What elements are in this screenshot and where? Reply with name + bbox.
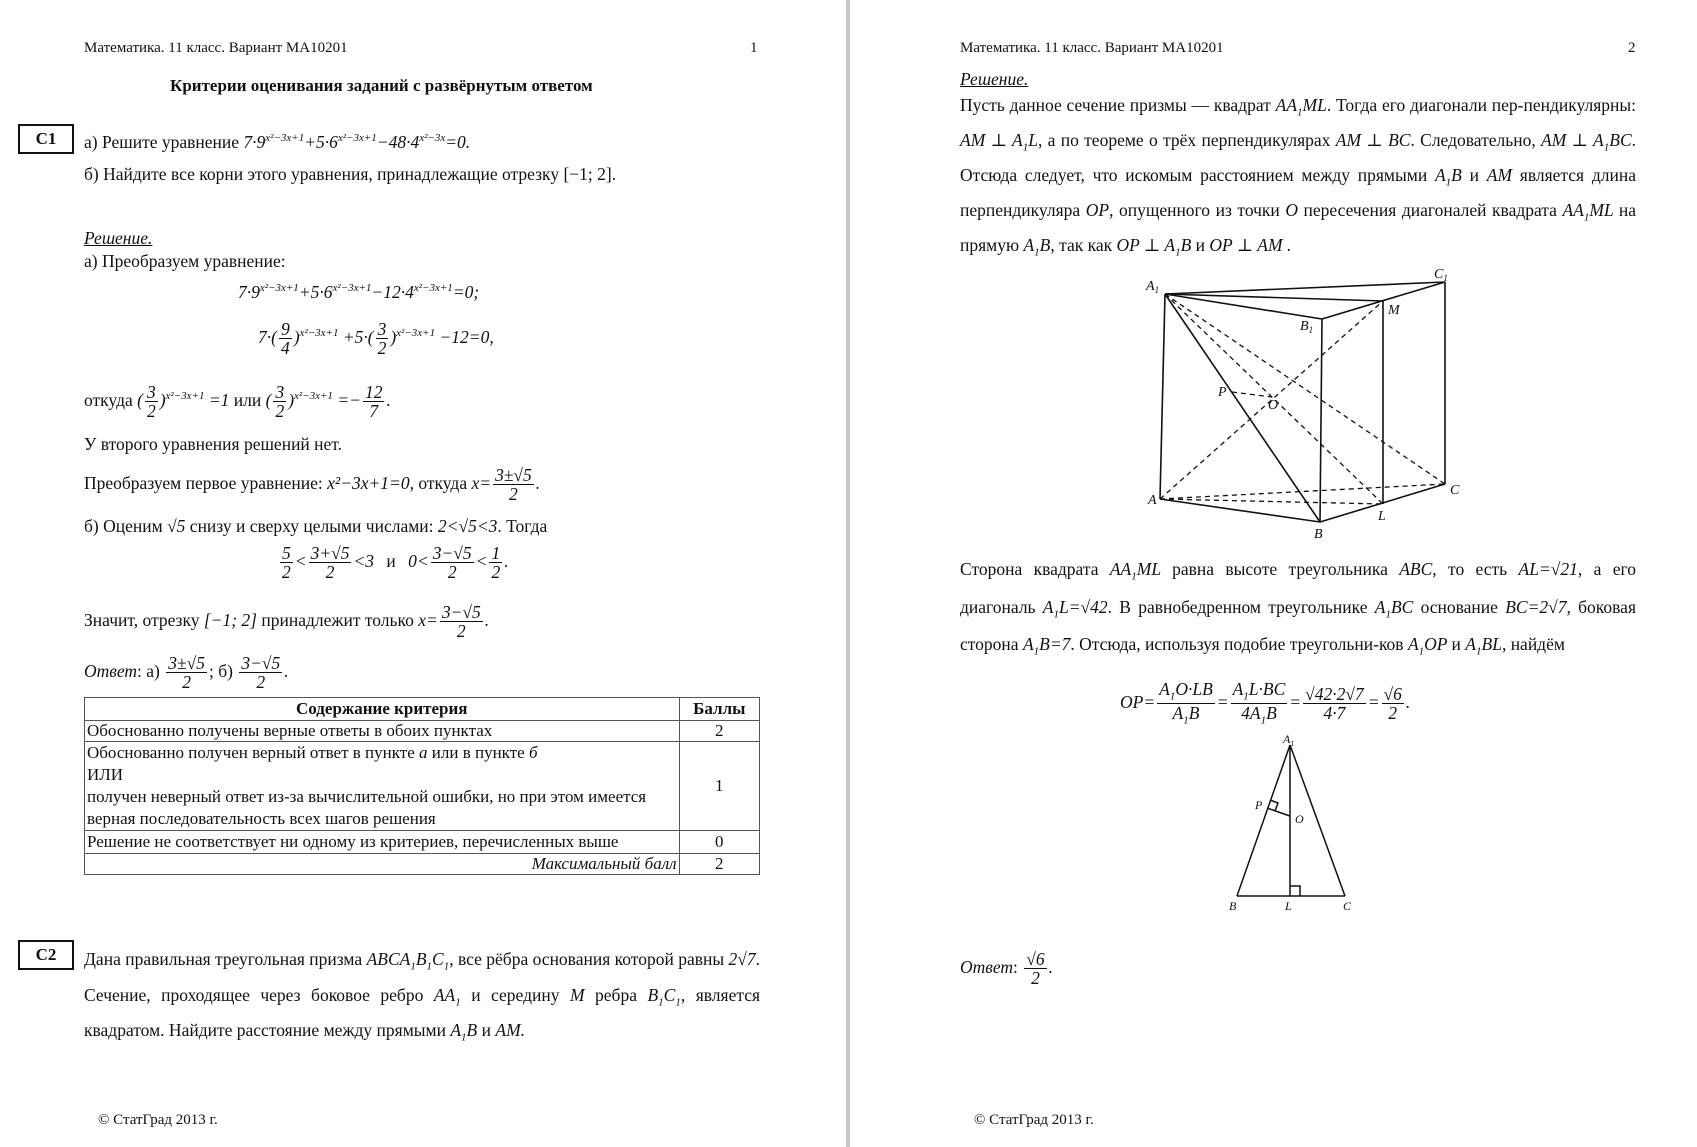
sol-text: равна высоте треугольника [1172, 559, 1388, 579]
c1-answer-line: Ответ: а) $\frac{3\pm√5}{2}$ ; б) $\frac{3-√5}{2}$ . [84, 653, 289, 693]
tri-right-angle-l [1290, 886, 1300, 896]
sol-text: . Следовательно, [1410, 130, 1536, 150]
c1-eq2: 7·( $\frac{9}{4}$ )$^{x^2-3x+1}$ +5·( $\frac{3}{2}$ )$^{x^2-3x+1}$ −12=0, [258, 319, 494, 359]
sol-text: Пусть данное сечение призмы — квадрат [960, 95, 1271, 115]
page-header: Математика. 11 класс. Вариант МА10201 [960, 40, 1224, 56]
c1-answer-label: Ответ [84, 660, 138, 681]
table-cell-score: 2 [679, 721, 759, 742]
sol-text: на прямую [960, 200, 1637, 255]
line-a1b [1165, 294, 1320, 522]
triangle-figure [1225, 733, 1360, 913]
label-m: M [1388, 303, 1400, 318]
sol-text: пересечения диагоналей квадрата [1303, 200, 1557, 220]
sol-text: , а его диагональ [960, 559, 1636, 617]
label-a: A [1148, 493, 1157, 508]
criterion-item-a: а [419, 743, 428, 762]
sol-text: и [1451, 634, 1461, 654]
tri-label-p: P [1255, 798, 1263, 812]
criterion-item-b: б [528, 743, 538, 762]
page-number: 2 [1628, 40, 1636, 56]
c2-text: ребра [595, 984, 637, 1005]
answer-label: Ответ [960, 956, 1014, 977]
c1-means-prefix: Значит, отрезку [84, 609, 200, 630]
c1-estimate-line: б) Оценим √5 снизу и сверху целыми числами: 2<√5<3. Тогда [84, 516, 548, 536]
sol-text: основание [1420, 596, 1498, 617]
solution-paragraph-1: Пусть данное сечение призмы — квадрат $AA_1ML$. Тогда его диагонали пер-пендикулярны: AM ⊥ $A_1L$, а по теореме о трёх перпендикулярах AM ⊥ BC. Следовательно, AM ⊥ $A_1BC$. Отсюда следует, что искомым расстоянием между прямыми $A_1B$ и AM является длина перпендикуляра OP, опущенного из точки O пересечения диагоналей квадрата $AA_1ML$ на прямую $A_1B$, так как OP ⊥ $A_1B$ и OP ⊥ AM . [960, 95, 1637, 259]
table-header-criterion: Содержание критерия [85, 698, 680, 721]
sol-text: . Отсюда следует, что искомым расстоянием между прямыми [960, 130, 1637, 185]
c1-step-a: а) Преобразуем уравнение: [84, 251, 286, 271]
sol-text: . В равнобедренном треугольнике [1107, 596, 1368, 617]
label-b1: $B_1$ [1300, 319, 1314, 335]
c1-means-mid: принадлежит только [261, 609, 414, 630]
page-number: 1 [750, 40, 758, 56]
answer-line: Ответ: $\frac{√6}{2}$ . [960, 949, 1054, 989]
tri-label-c: C [1343, 899, 1352, 913]
sol-text: , найдём [1501, 634, 1565, 654]
c1-and: и [386, 550, 396, 571]
c1-task-b-text: б) Найдите все корни этого уравнения, принадлежащие отрезку [84, 164, 560, 184]
edge-a1a [1160, 294, 1165, 499]
tri-label-a1: $A_1$ [1283, 732, 1295, 748]
task-c2-badge: С2 [18, 940, 74, 970]
tri-label-o: O [1295, 812, 1304, 826]
c1-whence2: , откуда [409, 472, 468, 493]
page-header: Математика. 11 класс. Вариант МА10201 [84, 40, 348, 56]
sol-text: и [1469, 165, 1479, 185]
tri-side-a1b [1237, 745, 1290, 896]
tri-segment-po [1267, 808, 1290, 816]
label-o: O [1268, 398, 1279, 413]
c2-text: Дана правильная треугольная призма [84, 949, 363, 969]
c2-text: , все рёбра основания которой равны [449, 949, 725, 969]
table-row [85, 742, 760, 831]
sol-text: , боковая сторона [960, 596, 1636, 654]
c1-whence: откуда [84, 389, 133, 410]
c1-means-line: Значит, отрезку [−1; 2] принадлежит только x= $\frac{3-√5}{2}$ . [84, 602, 490, 642]
sol-text: , то есть [1432, 559, 1508, 579]
prism-figure [1100, 264, 1460, 544]
table-cell-criterion: Решение не соответствует ни одному из критериев, перечисленных выше [85, 831, 680, 854]
sol-text: Сторона квадрата [960, 559, 1099, 579]
c1-no-solutions: У второго уравнения решений нет. [84, 434, 343, 454]
c1-task-b-interval: [−1; 2]. [563, 164, 617, 184]
c2-text: и [481, 1020, 491, 1040]
label-p: P [1218, 385, 1227, 400]
table-header-row [85, 698, 760, 721]
c2-task-text: Дана правильная треугольная призма $ABCA_1B_1C_1$, все рёбра основания которой равны 2√7. Сечение, проходящее через боковое ребро $AA_1$ и середину M ребра $B_1C_1$, является квадратом. Найдите расстояние между прямыми $A_1B$ и AM. [84, 949, 761, 1044]
c1-transform-line: Преобразуем первое уравнение: x²−3x+1=0, откуда x= $\frac{3\pm√5}{2}$ . [84, 465, 541, 505]
c1-estimate-then: . Тогда [497, 516, 548, 536]
sol-text: , а по теореме о трёх перпендикулярах [1037, 130, 1331, 150]
criteria-table [84, 697, 760, 875]
c2-text: . Сечение, проходящее через боковое ребро [84, 949, 761, 1005]
criterion-text: получен неверный ответ из-за вычислительной ошибки, но при этом имеется верная последовательность всех шагов решения [87, 787, 647, 828]
sol-text: . Отсюда, используя подобие треугольни-ков [1070, 634, 1404, 654]
table-cell-criterion: Обоснованно получены верные ответы в обоих пунктах [85, 721, 680, 742]
page-footer: © СтатГрад 2013 г. [98, 1112, 218, 1128]
c1-answer-b: ; б) [208, 660, 233, 681]
table-max-row [85, 854, 760, 875]
label-a1: $A_1$ [1146, 279, 1160, 295]
label-c1: $C_1$ [1434, 267, 1448, 283]
page-1 [0, 0, 846, 1147]
table-header-score: Баллы [679, 698, 759, 721]
label-c: C [1450, 483, 1460, 498]
task-c1-badge: С1 [18, 124, 74, 154]
tri-label-b: B [1229, 899, 1237, 913]
page-2 [850, 0, 1697, 1147]
c2-text: и середину [471, 984, 560, 1005]
c1-estimate-prefix: б) Оценим [84, 516, 163, 536]
c1-transform-text: Преобразуем первое уравнение: [84, 472, 323, 493]
line-op [1232, 392, 1272, 397]
edge-a1c1 [1165, 282, 1445, 294]
table-max-score: 2 [679, 854, 759, 875]
sol-text: , опущенного из точки [1109, 200, 1280, 220]
edge-b1b [1320, 319, 1322, 522]
c1-answer-a: : а) [137, 660, 160, 681]
c1-estimate-mid: снизу и сверху целыми числами: [189, 516, 434, 536]
sol-text: является длина перпендикуляра [960, 165, 1636, 220]
criterion-text: или в пункте [431, 743, 525, 762]
criterion-or: ИЛИ [87, 765, 124, 784]
table-cell-score: 1 [679, 742, 759, 831]
table-cell-criterion [85, 742, 680, 831]
criterion-text: Обоснованно получен верный ответ в пункте [87, 743, 415, 762]
table-cell-score: 0 [679, 831, 759, 854]
c1-task-b [84, 164, 616, 185]
c1-solution-label: Решение. [84, 228, 153, 248]
page-title: Критерии оценивания заданий с развёрнутым ответом [170, 76, 593, 95]
c1-eq1: $7\cdot 9^{x^2-3x+1}+5\cdot 6^{x^2-3x+1}-12\cdot 4^{x^2-3x+1}=0$; [238, 282, 480, 302]
c1-task-a: а) Решите уравнение $7\cdot 9^{x^2-3x+1}+5\cdot 6^{x^2-3x+1}-48\cdot 4^{x^2-3x}=0$. [84, 132, 471, 152]
label-l: L [1378, 509, 1386, 524]
solution-label: Решение. [960, 69, 1029, 89]
table-row [85, 721, 760, 742]
tri-label-l: L [1285, 899, 1292, 913]
table-max-label: Максимальный балл [85, 854, 680, 875]
c1-whence-line: откуда ( $\frac{3}{2}$ )$^{x^2-3x+1}$ =1 или ( $\frac{3}{2}$ )$^{x^2-3x+1}$ =− $\frac{12}{7}$ . [84, 382, 391, 422]
c1-or: или [233, 389, 262, 410]
c1-bounds: $\frac{5}{2}$ < $\frac{3+√5}{2}$ <3 и 0< $\frac{3-√5}{2}$ < $\frac{1}{2}$ . [282, 543, 509, 583]
solution-paragraph-2: Сторона квадрата $AA_1ML$ равна высоте треугольника ABC, то есть AL=√21, а его диагональ $A_1L=√42$. В равнобедренном треугольнике $A_1BC$ основание BC=2√7, боковая сторона $A_1B=7$. Отсюда, используя подобие треугольни-ков $A_1OP$ и $A_1BL$, найдём [960, 559, 1636, 658]
c1-task-a-text: а) Решите уравнение [84, 132, 240, 152]
table-row [85, 831, 760, 854]
c2-text: , является квадратом. Найдите расстояние между прямыми [84, 984, 761, 1040]
page-footer: © СтатГрад 2013 г. [974, 1112, 1094, 1128]
sol-text: , так как [1050, 235, 1113, 255]
sol-text: . Тогда его диагонали пер-пендикулярны: [1326, 95, 1636, 115]
sol-text: и [1195, 235, 1206, 255]
op-formula: OP= $\frac{A_1O\cdot LB}{A_1B}$ = $\frac{A_1L\cdot BC}{4A_1B}$ = $\frac{√42\cdot 2√7}{4\cdot 7}$ = $\frac{√6}{2}$ . [1120, 679, 1411, 727]
label-b: B [1314, 527, 1323, 542]
